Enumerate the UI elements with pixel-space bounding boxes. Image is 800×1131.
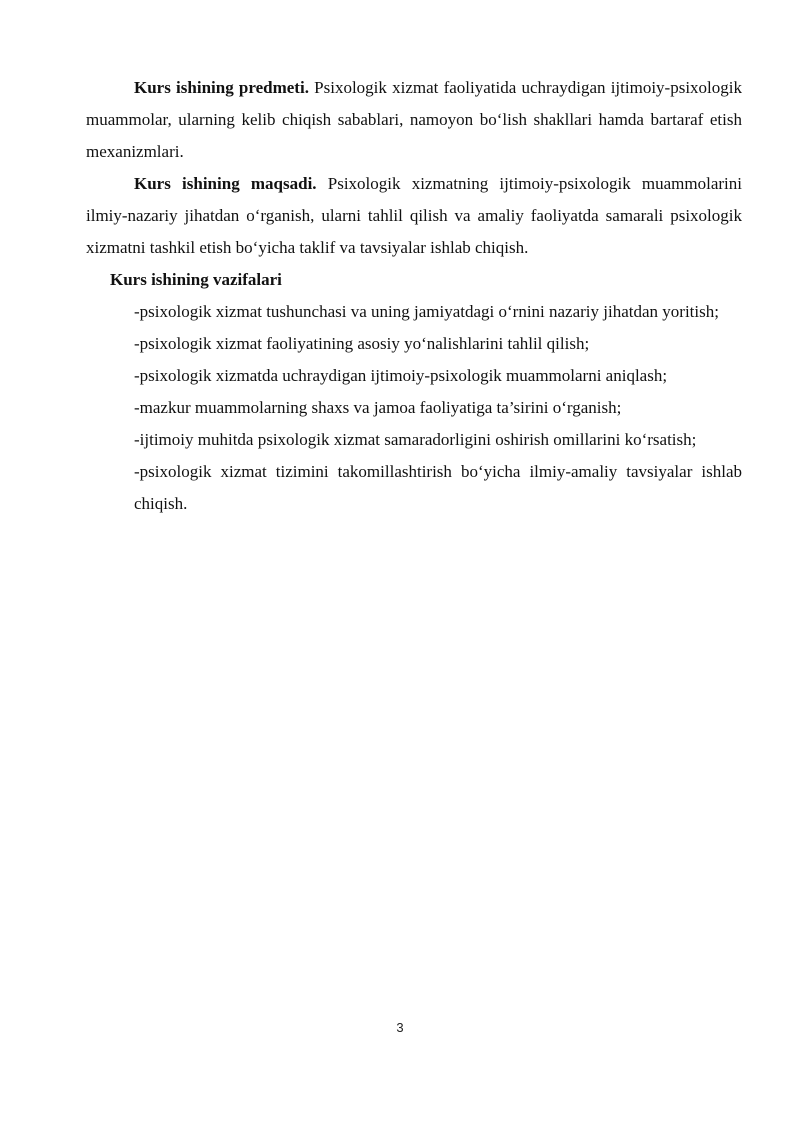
- task-item: -psixologik xizmat faoliyatining asosiy yo‘nalishlarini tahlil qilish;: [134, 334, 590, 353]
- task-item: -mazkur muammolarning shaxs va jamoa faoliyatiga ta’sirini o‘rganish;: [134, 398, 622, 417]
- task-item: -psixologik xizmat tushunchasi va uning jamiyatdagi o‘rnini nazariy jihatdan yoritish;: [134, 302, 719, 321]
- page-number: 3: [396, 1020, 404, 1035]
- goal-text: Psixologik xizmatning ijtimoiy-psixologik muammolarini ilmiy-nazariy jihatdan o‘rganish, ularni tahlil qilish va amaliy faoliyatda samarali psixologik xizmatni tashkil etish bo‘yicha taklif va tavsiyalar ishlab chiqish.: [86, 174, 742, 257]
- subject-label: Kurs ishining predmeti.: [134, 78, 309, 97]
- subject-text: Psixologik xizmat faoliyatida uchraydigan ijtimoiy-psixologik muammolar, ularning kelib chiqish sabablari, namoyon bo‘lish shakllari hamda bartaraf etish mexanizmlari.: [86, 78, 742, 161]
- goal-paragraph: [86, 168, 742, 264]
- tasks-list: [86, 296, 742, 520]
- tasks-heading: Kurs ishining vazifalari: [110, 270, 282, 289]
- document-body: [86, 72, 742, 520]
- task-item: -psixologik xizmat tizimini takomillashtirish bo‘yicha ilmiy-amaliy tavsiyalar ishlab chiqish.: [134, 462, 742, 513]
- task-item: -ijtimoiy muhitda psixologik xizmat samaradorligini oshirish omillarini ko‘rsatish;: [134, 430, 697, 449]
- task-item: -psixologik xizmatda uchraydigan ijtimoiy-psixologik muammolarni aniqlash;: [134, 366, 668, 385]
- subject-paragraph: [86, 72, 742, 168]
- goal-label: Kurs ishining maqsadi.: [134, 174, 317, 193]
